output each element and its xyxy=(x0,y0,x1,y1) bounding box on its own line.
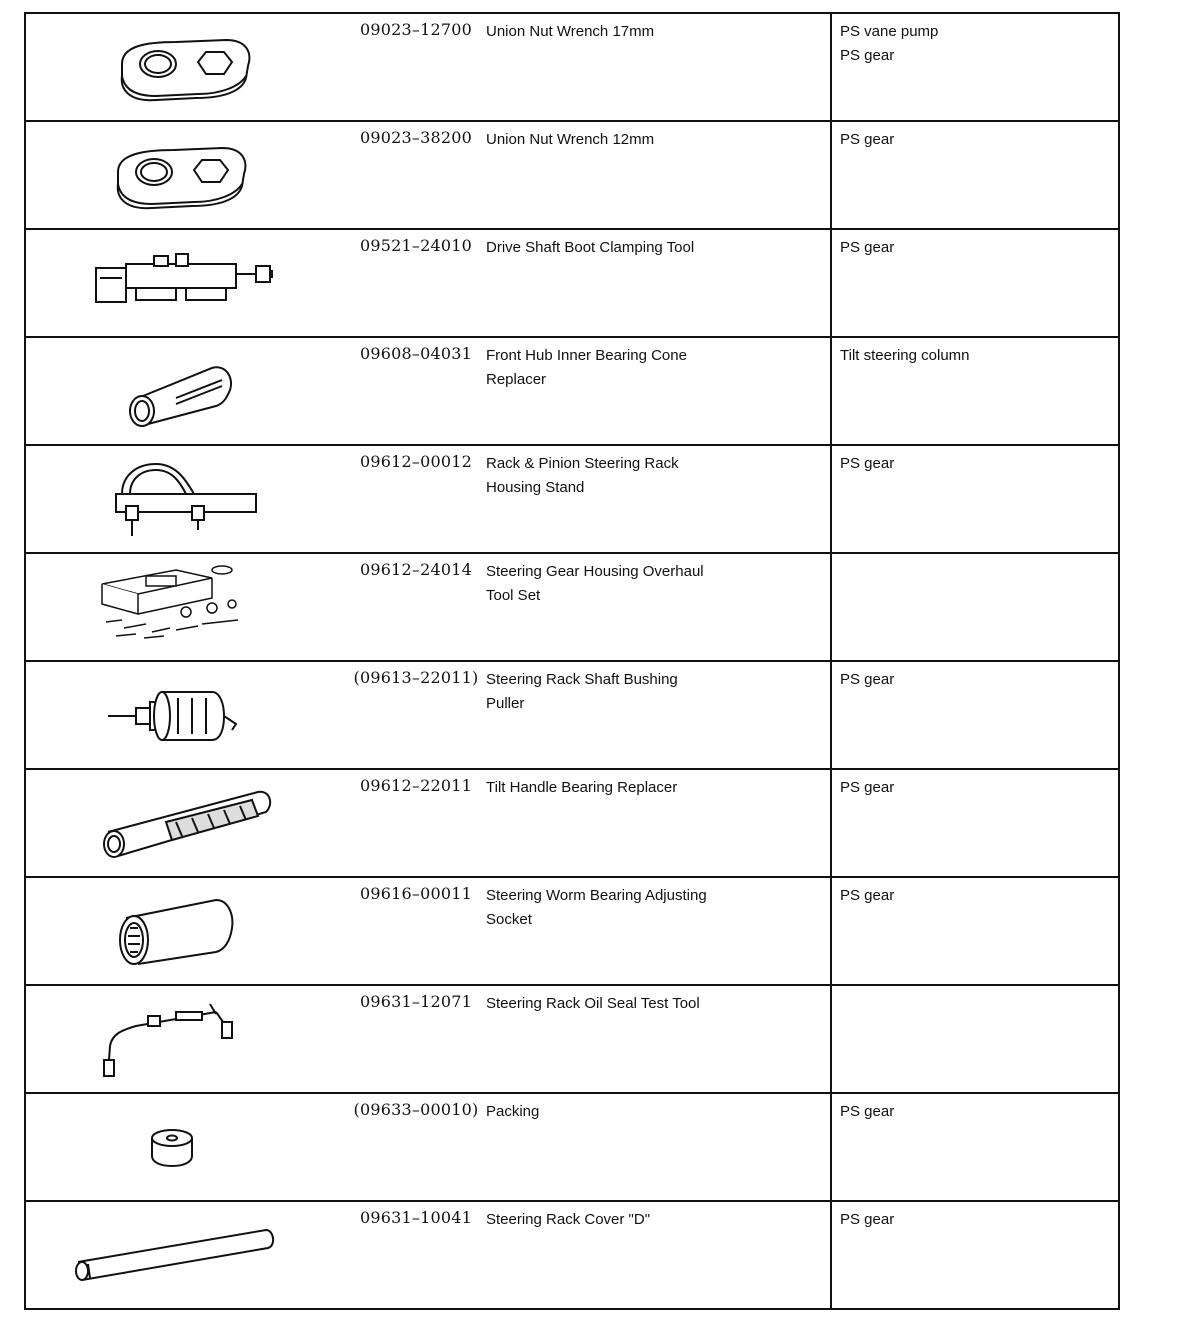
usage-cell xyxy=(830,122,1118,228)
usage-cell xyxy=(830,1202,1118,1308)
usage-cell xyxy=(830,446,1118,552)
table-row xyxy=(26,1094,1118,1202)
table-row xyxy=(26,770,1118,878)
bearing-cone-replacer-icon xyxy=(26,338,346,444)
part-number: 09612–22011 xyxy=(360,776,472,795)
table-row xyxy=(26,122,1118,230)
part-number: (09633–00010) xyxy=(353,1100,479,1119)
usage-item: PS gear xyxy=(840,47,895,64)
adjusting-socket-icon xyxy=(26,878,346,984)
usage-item: PS vane pump xyxy=(840,23,939,40)
tool-name: Tilt Handle Bearing Replacer xyxy=(486,779,678,796)
tool-name: Packing xyxy=(486,1103,540,1120)
table-row xyxy=(26,1202,1118,1308)
bushing-puller-icon xyxy=(26,662,346,768)
tool-name: Front Hub Inner Bearing Cone Replacer xyxy=(486,347,687,388)
table-row xyxy=(26,554,1118,662)
tool-name: Drive Shaft Boot Clamping Tool xyxy=(486,239,695,256)
table-row xyxy=(26,662,1118,770)
usage-cell xyxy=(830,554,1118,660)
tool-name: Rack & Pinion Steering Rack Housing Stand xyxy=(486,455,679,496)
part-number: 09616–00011 xyxy=(360,884,472,903)
part-number: 09023–38200 xyxy=(360,128,472,147)
part-number: 09521–24010 xyxy=(360,236,472,255)
tool-name: Union Nut Wrench 12mm xyxy=(486,131,655,148)
usage-item: PS gear xyxy=(840,779,895,796)
tool-name: Steering Gear Housing Overhaul Tool Set xyxy=(486,563,704,604)
usage-item: PS gear xyxy=(840,239,895,256)
usage-cell xyxy=(830,14,1118,120)
tool-name: Steering Worm Bearing Adjusting Socket xyxy=(486,887,707,928)
usage-cell xyxy=(830,1094,1118,1200)
usage-item: PS gear xyxy=(840,455,895,472)
tool-name: Steering Rack Oil Seal Test Tool xyxy=(486,995,700,1012)
usage-item: PS gear xyxy=(840,671,895,688)
part-number: 09612–24014 xyxy=(360,560,472,579)
table-row xyxy=(26,338,1118,446)
table-row xyxy=(26,230,1118,338)
union-nut-wrench-icon xyxy=(26,122,346,228)
rack-cover-icon xyxy=(26,1202,346,1308)
table-row xyxy=(26,878,1118,986)
usage-cell xyxy=(830,338,1118,444)
usage-item: PS gear xyxy=(840,887,895,904)
table-row xyxy=(26,14,1118,122)
special-tools-table xyxy=(24,12,1120,1310)
part-number: (09613–22011) xyxy=(353,668,479,687)
boot-clamping-tool-icon xyxy=(26,230,346,336)
housing-stand-icon xyxy=(26,446,346,552)
union-nut-wrench-icon xyxy=(26,14,346,120)
tool-name: Steering Rack Shaft Bushing Puller xyxy=(486,671,678,712)
table-row xyxy=(26,446,1118,554)
tool-name: Steering Rack Cover "D" xyxy=(486,1211,651,1228)
part-number: 09023–12700 xyxy=(360,20,472,39)
usage-item: Tilt steering column xyxy=(840,347,970,364)
part-number: 09608–04031 xyxy=(360,344,472,363)
usage-item: PS gear xyxy=(840,1211,895,1228)
usage-item: PS gear xyxy=(840,1103,895,1120)
part-number: 09612–00012 xyxy=(360,452,472,471)
part-number: 09631–10041 xyxy=(360,1208,472,1227)
table-row xyxy=(26,986,1118,1094)
usage-cell xyxy=(830,770,1118,876)
usage-item: PS gear xyxy=(840,131,895,148)
usage-cell xyxy=(830,986,1118,1092)
oil-seal-test-tool-icon xyxy=(26,986,346,1092)
usage-cell xyxy=(830,230,1118,336)
usage-cell xyxy=(830,878,1118,984)
tool-name: Union Nut Wrench 17mm xyxy=(486,23,655,40)
part-number: 09631–12071 xyxy=(360,992,472,1011)
tilt-handle-replacer-icon xyxy=(26,770,346,876)
usage-cell xyxy=(830,662,1118,768)
tool-set-icon xyxy=(26,554,346,660)
packing-icon xyxy=(26,1094,346,1200)
